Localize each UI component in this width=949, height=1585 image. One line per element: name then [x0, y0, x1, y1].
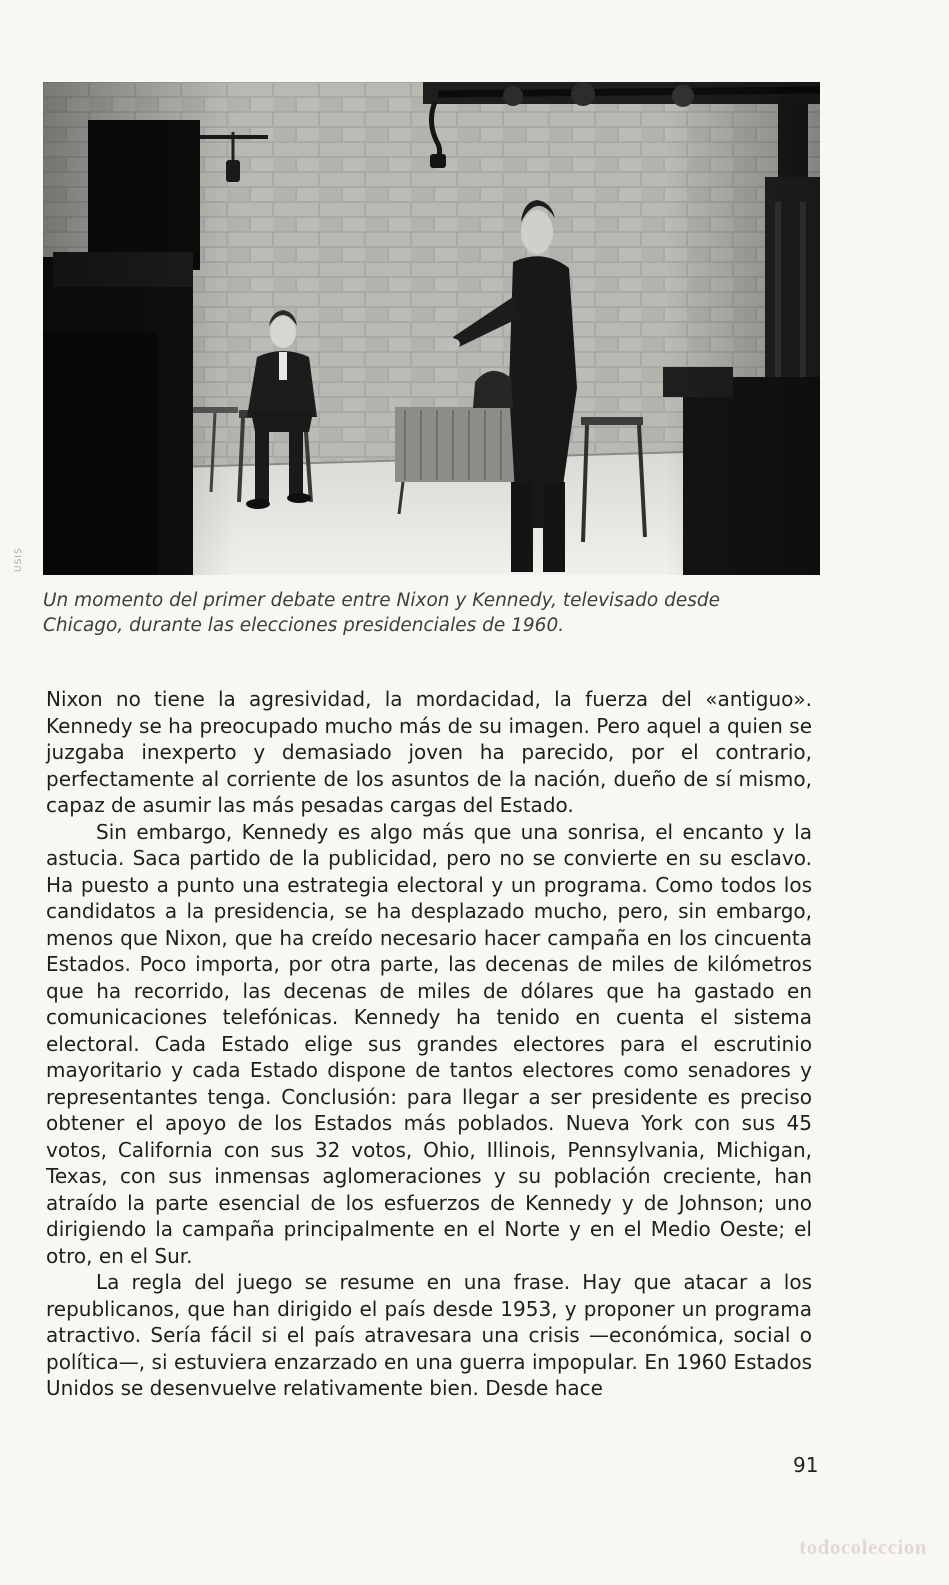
paragraph: Sin embargo, Kennedy es algo más que una sonrisa, el encanto y la astucia. Saca partido de la publicidad, pero no se convierte en su esclavo. Ha puesto a punto una estrategia electoral y un programa. Como todos los candidatos a la presidencia, se ha desplazado mucho, pero, sin embargo, menos que Nixon, que ha creído necesario hacer campaña en los cincuenta Estados. Poco importa, por otra parte, las decenas de miles de kilómetros que ha recorrido, las decenas de miles de dólares que ha gastado en comunicaciones telefónicas. Kennedy ha tenido en cuenta el sistema electoral. Cada Estado elige sus grandes electores para el escrutinio mayoritario y cada Estado dispone de tantos electores como senadores y representantes tenga. Conclusión: para llegar a ser presidente es preciso obtener el apoyo de los Estados más poblados. Nueva York con sus 45 votos, California con sus 32 votos, Ohio, Illinois, Pennsylvania, Michigan, Texas, con sus inmensas aglomeraciones y su población creciente, han atraído la parte esencial de los esfuerzos de Kennedy y de Johnson; uno dirigiendo la campaña principalmente en el Norte y en el Medio Oeste; el otro, en el Sur. — [46, 819, 812, 1268]
paragraph: La regla del juego se resume en una frase. Hay que atacar a los republicanos, que han dirigido el país desde 1953, y proponer un programa atractivo. Sería fácil si el país atravesara una crisis —económica, social o política—, si estuviera enzarzado en una guerra impopular. En 1960 Estados Unidos se desenvuelve relativamente bien. Desde hace — [46, 1270, 812, 1400]
photo-caption: Un momento del primer debate entre Nixon y Kennedy, televisado desde Chicago, durante las elecciones presidenciales de 1960. — [43, 590, 720, 636]
debate-photo-illustration — [43, 82, 820, 575]
page-number: 91 — [793, 1453, 819, 1477]
watermark: todocoleccion — [799, 1535, 927, 1559]
body-text — [46, 686, 812, 1402]
photo-credit-mark: USIS — [14, 547, 24, 572]
debate-photo — [43, 82, 820, 575]
paragraph: Nixon no tiene la agresividad, la mordacidad, la fuerza del «antiguo». Kennedy se ha preocupado mucho más de su imagen. Pero aquel a quien se juzgaba inexperto y demasiado joven ha parecido, por el contrario, perfectamente al corriente de los asuntos de la nación, dueño de sí mismo, capaz de asumir las más pesadas cargas del Estado. — [46, 687, 812, 817]
